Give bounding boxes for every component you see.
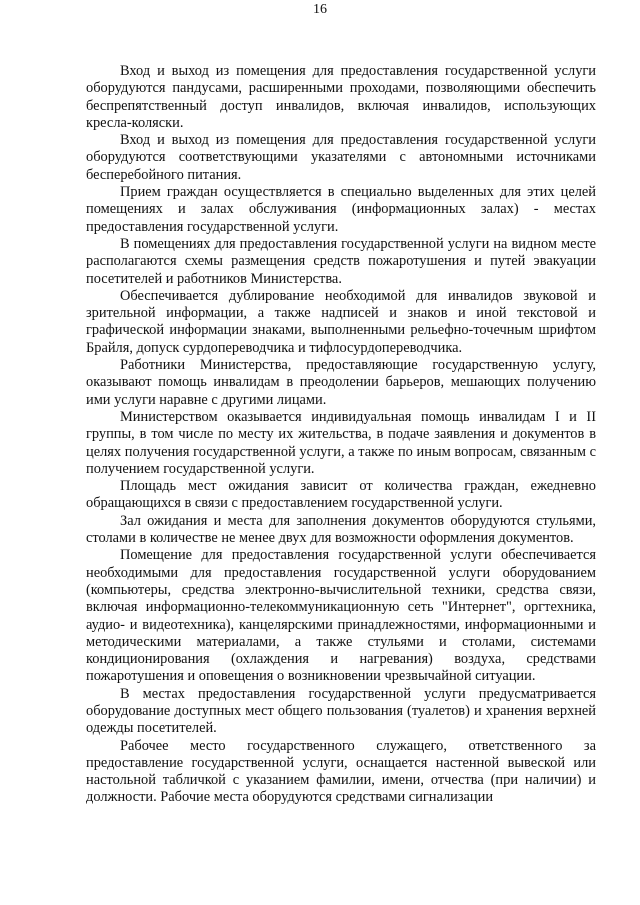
paragraph-braille: Обеспечивается дублирование необходимой для инвалидов звуковой и зрительной информации, а также надписей и знаков и иной текстовой и графической информации знаками, выполненными рельефно-точечным шрифтом Брайля, допуск сурдопереводчика и тифлосурдопереводчика. bbox=[86, 287, 596, 356]
document-body bbox=[86, 63, 596, 807]
paragraph-waiting-area: Площадь мест ожидания зависит от количества граждан, ежедневно обращающихся в связи с предоставлением государственной услуги. bbox=[86, 478, 596, 512]
paragraph-waiting-hall: Зал ожидания и места для заполнения документов оборудуются стульями, столами в количестве не менее двух для возможности оформления документов. bbox=[86, 512, 596, 547]
paragraph-workplace: Рабочее место государственного служащего, ответственного за предоставление государственной услуги, оснащается настенной вывеской или настольной табличкой с указанием фамилии, имени, отчества (при наличии) и должности. Рабочие места оборудуются средствами сигнализации bbox=[86, 737, 596, 806]
paragraph-equipment: Помещение для предоставления государственной услуги обеспечивается необходимыми для предоставления государственной услуги оборудованием (компьютеры, средства электронно-вычислительной техники, средства связи, включая информационно-телекоммуникационную сеть "Интернет", оргтехника, аудио- и видеотехника), канцелярскими принадлежностями, информационными и методическими материалами, а также стульями и столами, системами кондиционирования (охлаждения и нагревания) воздуха, средствами пожаротушения и оповещения о возникновении чрезвычайной ситуации. bbox=[86, 547, 596, 685]
paragraph-individual-help: Министерством оказывается индивидуальная помощь инвалидам I и II группы, в том числе по месту их жительства, в подаче заявления и документов в целях получения государственной услуги, а также по иным вопросам, связанным с получением государственной услуги. bbox=[86, 408, 596, 477]
paragraph-facilities: В местах предоставления государственной услуги предусматривается оборудование доступных мест общего пользования (туалетов) и хранения верхней одежды посетителей. bbox=[86, 685, 596, 737]
paragraph-staff-assistance: Работники Министерства, предоставляющие государственную услугу, оказывают помощь инвалидам в преодолении барьеров, мешающих получению ими услуги наравне с другими лицами. bbox=[86, 357, 596, 408]
page-number: 16 bbox=[313, 2, 327, 17]
paragraph-evacuation: В помещениях для предоставления государственной услуги на видном месте располагаются схемы размещения средств пожаротушения и путей эвакуации посетителей и работников Министерства. bbox=[86, 235, 596, 287]
paragraph-signage: Вход и выход из помещения для предоставления государственной услуги оборудуются соответствующими указателями с автономными источниками бесперебойного питания. bbox=[86, 132, 596, 183]
paragraph-ramps: Вход и выход из помещения для предоставления государственной услуги оборудуются пандусами, расширенными проходами, позволяющими обеспечить беспрепятственный доступ инвалидов, включая инвалидов, использующих кресла-коляски. bbox=[86, 63, 596, 131]
paragraph-reception: Прием граждан осуществляется в специально выделенных для этих целей помещениях и залах обслуживания (информационных залах) - местах предоставления государственной услуги. bbox=[86, 184, 596, 235]
